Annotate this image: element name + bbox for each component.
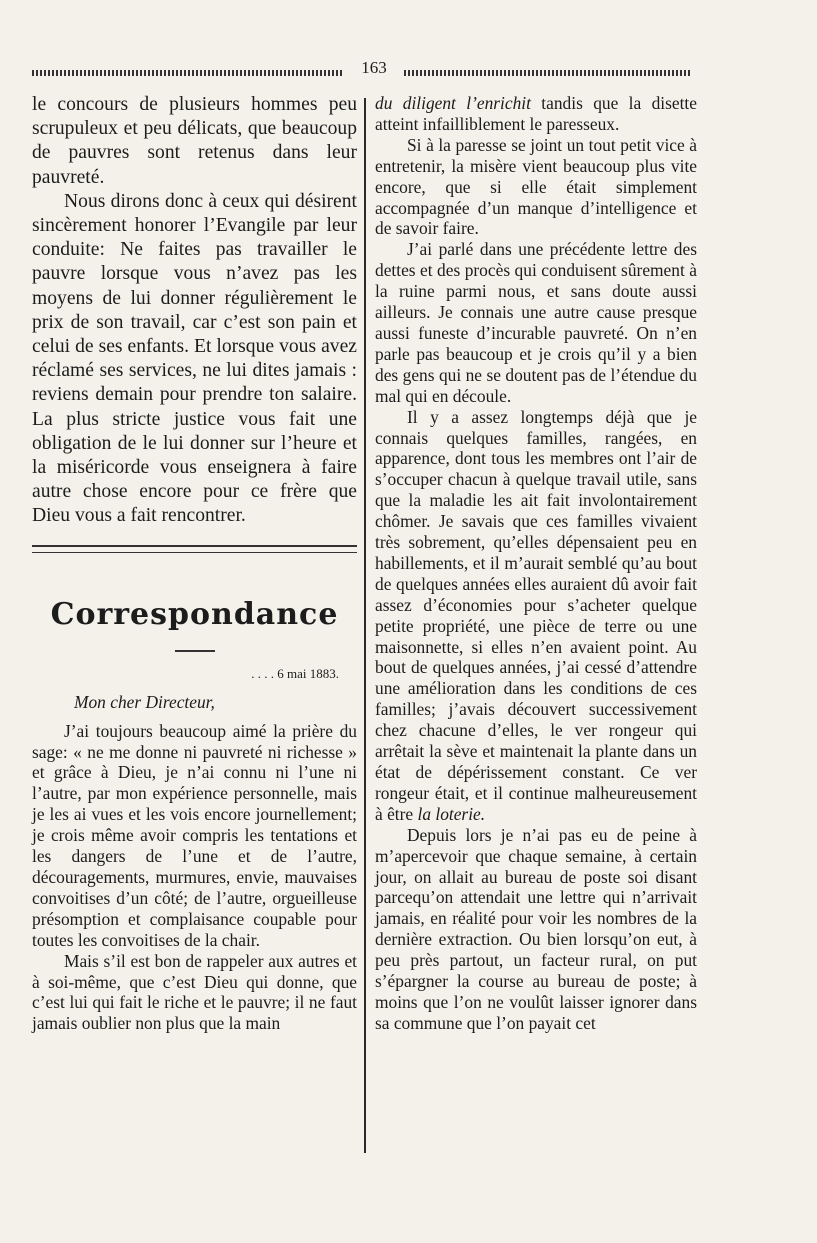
letter-date: . . . . 6 mai 1883. bbox=[251, 665, 339, 681]
letter-salutation: Mon cher Directeur, bbox=[74, 691, 215, 712]
column-divider bbox=[364, 98, 366, 1153]
paragraph: Nous dirons donc à ceux qui désirent sincèrement honorer l’Evangile par leur conduite: Ne faites pas travailler le pauvre lorsque vous n’avez pas les moyens de lui donner régulièrement le prix de son travail, car c’est son pain et celui de ses enfants. Et lorsque vous avez réclamé ses services, ne lui dites jamais : reviens demain pour prendre ton salaire. La plus stricte justice vous fait une obligation de le lui donner sur l’heure et la miséricorde vous enseignera à faire autre chose encore pour ce frère que Dieu vous a fait rencontrer. bbox=[32, 190, 357, 527]
paragraph bbox=[375, 407, 697, 825]
section-title: Correspondance bbox=[50, 596, 339, 632]
header-rule-left bbox=[32, 70, 342, 76]
paragraph: J’ai toujours beaucoup aimé la prière du sage: « ne me donne ni pauvreté ni richesse » et grâce à Dieu, je n’ai connu ni l’une ni l’autre, par mon expérience personnelle, mais je les ai vues et les vois encore journellement; je crois même avoir compris les tentations et les dangers de l’une et de l’autre, découragements, murmures, envie, mauvaises convoitises d’un côté; de l’autre, orgueilleuse présomption et complaisance coupable pour toutes les convoitises de la chair. bbox=[32, 720, 357, 950]
right-column bbox=[375, 93, 697, 1034]
italic-phrase: la loterie. bbox=[417, 803, 486, 824]
paragraph: Mais s’il est bon de rappeler aux autres et à soi-même, que c’est Dieu qui donne, que c’est lui qui fait le riche et le pauvre; il ne faut jamais oublier non plus que la main bbox=[32, 950, 357, 1034]
page-number: 163 bbox=[361, 58, 387, 77]
continuation-text: tandis que la disette atteint infailliblement le paresseux. bbox=[375, 93, 697, 134]
header-rule-right bbox=[404, 70, 692, 76]
paragraph: le concours de plusieurs hommes peu scrupuleux et peu délicats, que beaucoup de pauvres sont retenus dans leur pauvreté. bbox=[32, 94, 357, 188]
paragraph-continuation bbox=[375, 93, 697, 135]
italic-phrase: du diligent l’enrichit bbox=[375, 93, 531, 113]
left-column bbox=[32, 93, 357, 1034]
paragraph: J’ai parlé dans une précédente lettre des dettes et des procès qui conduisent sûrement à la ruine parmi nous, et sans doute aussi ailleurs. Je connais une autre cause presque aussi funeste d’incurable pauvreté. On n’en parle pas beaucoup et je crois qu’il y a bien des gens qui ne se doutent pas de l’étendue du mal qui en découle. bbox=[375, 239, 697, 406]
paragraph-text: Il y a assez longtemps déjà que je connais quelques familles, rangées, en apparence, dont tous les membres ont l’air de s’occuper chacun à quelque travail utile, sans que la maladie les ait fait involontairement chômer. Je savais que ces familles vivaient très sobrement, qu’elles dépensaient peu en habillements, et il m’aurait semblé qu’au bout de quelques années elles auraient dû avoir fait assez d’économies pour s’acheter quelque petite propriété, une pièce de terre ou une maisonnette, si elles n’en avaient point. Au bout de quelques années, j’ai cessé d’attendre une amélioration dans les conditions de ces familles; j’avais découvert successivement chez chacune d’elles, le ver rongeur qui arrêtait la sève et maintenait la plante dans un état de dépérissement constant. Ce ver rongeur était, et il continue malheureusement à être bbox=[375, 406, 697, 824]
paragraph: Depuis lors je n’ai pas eu de peine à m’apercevoir que chaque semaine, à certain jour, on allait au bureau de poste soi disant parcequ’on attendait une lettre qui n’arrivait jamais, en réalité pour voir les nombres de la dernière extraction. Ou bien lorsqu’on eut, à peu près partout, un facteur rural, on put s’épargner la course au bureau de poste; à moins que l’on ne voulût laisser ignorer dans sa commune que l’on payait cet bbox=[375, 824, 697, 1033]
section-separator bbox=[32, 545, 357, 553]
title-underline bbox=[175, 650, 215, 652]
letter-body bbox=[32, 721, 357, 1035]
paragraph: Si à la paresse se joint un tout petit vice à entretenir, la misère vient beaucoup plus vite encore, que si elle était simplement accompagnée d’un manque d’intelligence et de savoir faire. bbox=[375, 134, 697, 239]
page-header bbox=[32, 58, 692, 86]
